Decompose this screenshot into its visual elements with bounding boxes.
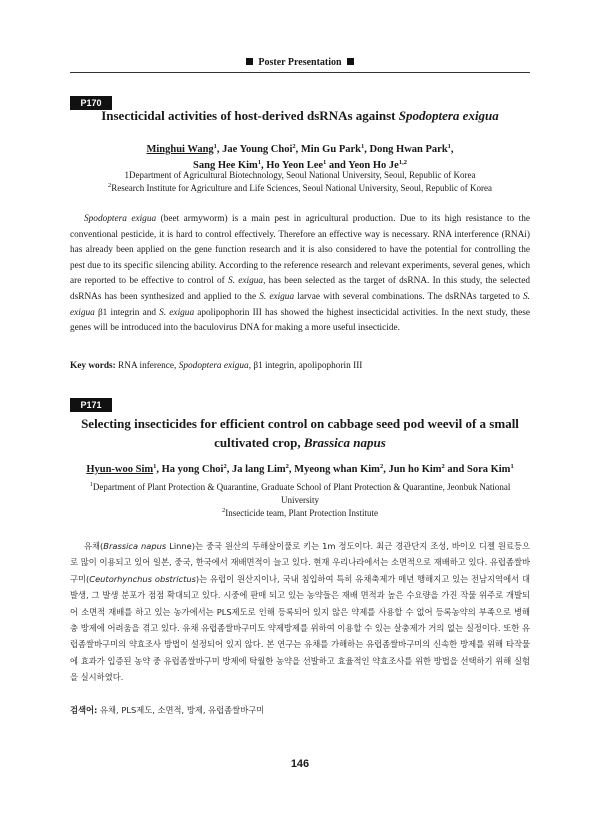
affiliation-1: 1Department of Agricultural Biotechnology, Seoul National University, Seoul, Republic of Korea [124,170,476,180]
square-bullet-icon [347,58,354,65]
abstract-id-badge: P170 [70,96,112,110]
affiliation-1: $^1$Department of Plant Protection & Quarantine, Graduate School of Plant Protection & Quarantine, Jeonbuk National University [89,481,511,505]
running-header [70,56,530,70]
abstract-title: Selecting insecticides for efficient control on cabbage seed pod weevil of a small cultivated crop, Brassica napus [81,416,519,450]
page-number: 146 [290,758,310,770]
abstract-title: Insecticidal activities of host-derived dsRNAs against Spodoptera exigua [101,108,499,123]
abstract-body-korean: 유채(Brassica napus Linne)는 중국 원산의 두해살이풀로 키는 1m 정도이다. 최근 경관단지 조성, 바이오 디젤 원료등으로 많이 이용되고 있어 일본, 중국, 한국에서 재배면적이 늘고 있다. 현재 우리나라에서는 소면적으로 재배하고 있다. 유럽좀쌀바구미(Ceutorhynchus obstrictus)는 유럽이 원산지이나, 국내 침입하여 특히 유채축제가 매년 행해지고 있는 전남지역에서 대발생, 그 발생 분포가 점점 확대되고 있다. 시중에 판매 되고 있는 농약들은 재배 면적과 높은 수요량을 가진 작물 위주로 개발되어 소면적 재배를 하고 있는 농가에서는 PLS제도로 인해 등록되어 있지 않은 약제를 사용할 수 없어 등록농약의 부족으로 병해충 방제에 어려움을 겪고 있다. 유채 유럽좀쌀바구미도 약제방제를 위하여 이용할 수 있는 살충제가 거의 없는 실정이다. 또한 유럽좀쌀바구미의 약효조사 방법이 설정되어 있지 않다. 본 연구는 유채를 가해하는 유럽좀쌀바구미의 신속한 방제를 위해 타작물에 효과가 입증된 농약 중 유럽좀쌀바구미 방제에 탁월한 농약을 선발하고 효율적인 약효조사를 위한 방법을 선택하기 위해 실험을 실시하였다. [70,541,530,683]
affiliation-2: $^2$Insecticide team, Plant Protection Institute [222,507,378,518]
affiliations [70,481,530,520]
abstract-body: Spodoptera exigua (beet armyworm) is a main pest in agricultural production. Due to its high resistance to the conventional pesticide, it is hard to control effectively. Therefore an effective way is necessary. RNA interference (RNAi) has already been applied on the gene function research and it is also considered to have the potential for controlling the pest due to its specific silencing ability. According to the reference research and relevant experiments, several genes, which are reported to be effective to control of S. exigua, has been selected as the target of dsRNA. In this study, the selected dsRNAs has been synthesized and applied to the S. exigua larvae with several combinations. The dsRNAs targeted to S. exigua β1 integrin and S. exigua apolipophorin III has showed the highest insecticidal activities. In the next study, these genes will be introduced into the baculovirus DNA for making a more useful insecticide. [70,214,531,334]
header-label: Poster Presentation [258,57,342,68]
author-list: Hyun-woo Sim$^1$, Ha yong Choi$^2$, Ja lang Lim$^2$, Myeong whan Kim$^2$, Jun ho Kim$^2$ and Sora Kim$^1$ [86,463,514,475]
keywords: Key words: RNA inference, Spodoptera exigua, β1 integrin, apolipophorin III [70,361,363,371]
header-rule [70,72,530,73]
keywords-korean: 검색어: 유채, PLS제도, 소면적, 방제, 유럽좀쌀바구미 [70,705,265,715]
affiliations [70,169,530,194]
square-bullet-icon [246,58,253,65]
abstract-id-badge: P171 [70,398,112,412]
author-list: Minghui Wang$^1$, Jae Young Choi$^2$, Min Gu Park$^1$, Dong Hwan Park$^1$, Sang Hee Kim$^1$, Ho Yeon Lee$^1$ and Yeon Ho Je$^{1,2}$ [146,143,454,171]
affiliation-2: $^2$Research Institute for Agriculture and Life Sciences, Seoul National University, Seoul, Republic of Korea [107,181,493,193]
